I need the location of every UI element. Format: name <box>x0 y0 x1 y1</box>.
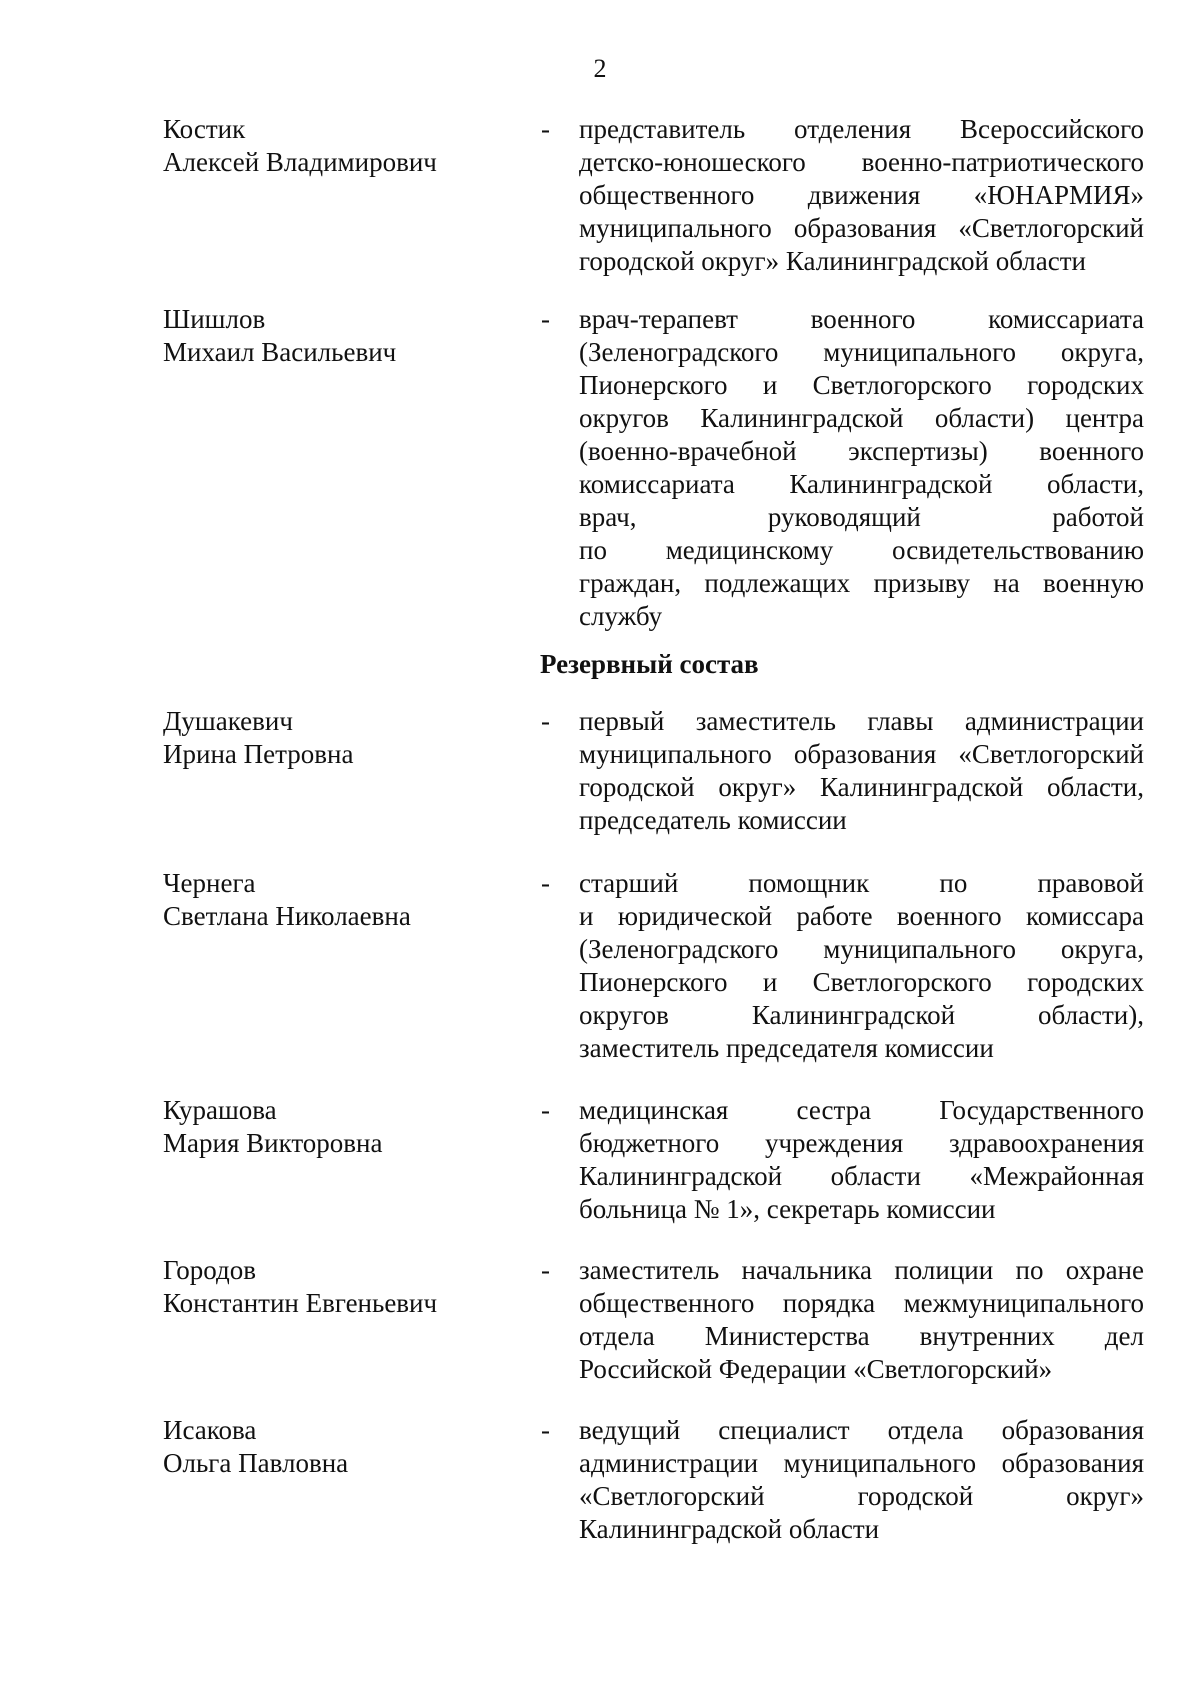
description-line: комиссариата Калининградской области, <box>579 469 1144 499</box>
description-line: медицинская сестра Государственного <box>579 1095 1144 1125</box>
member-description <box>579 1254 1144 1386</box>
dash-separator: - <box>541 1095 550 1125</box>
dash-separator: - <box>541 706 550 736</box>
description-line: Пионерского и Светлогорского городских <box>579 967 1144 997</box>
description-line: Калининградской области <box>579 1514 880 1544</box>
member-name <box>163 705 523 771</box>
description-line: представитель отделения Всероссийского <box>579 114 1144 144</box>
description-line: (Зеленоградского муниципального округа, <box>579 934 1144 964</box>
dash-separator: - <box>541 1415 550 1445</box>
member-description <box>579 1094 1144 1226</box>
description-line: Калининградской области «Межрайонная <box>579 1161 1144 1191</box>
member-given-names: Алексей Владимирович <box>163 147 437 177</box>
description-line: врач-терапевт военного комиссариата <box>579 304 1144 334</box>
member-given-names: Михаил Васильевич <box>163 337 397 367</box>
member-surname: Душакевич <box>163 706 293 736</box>
description-line: Пионерского и Светлогорского городских <box>579 370 1144 400</box>
description-line: граждан, подлежащих призыву на военную <box>579 568 1144 598</box>
description-line: первый заместитель главы администрации <box>579 706 1144 736</box>
member-name <box>163 113 523 179</box>
description-line: муниципального образования «Светлогорский <box>579 739 1144 769</box>
member-surname: Исакова <box>163 1415 257 1445</box>
member-given-names: Ольга Павловна <box>163 1448 349 1478</box>
member-surname: Костик <box>163 114 246 144</box>
member-name <box>163 1094 523 1160</box>
description-line: Российской Федерации «Светлогорский» <box>579 1354 1053 1384</box>
member-given-names: Константин Евгеньевич <box>163 1288 438 1318</box>
description-line: и юридической работе военного комиссара <box>579 901 1144 931</box>
member-name <box>163 303 523 369</box>
member-given-names: Мария Викторовна <box>163 1128 383 1158</box>
description-line: старший помощник по правовой <box>579 868 1144 898</box>
member-name <box>163 1414 523 1480</box>
member-description <box>579 113 1144 278</box>
description-line: общественного порядка межмуниципального <box>579 1288 1144 1318</box>
description-line: по медицинскому освидетельствованию <box>579 535 1144 565</box>
member-given-names: Светлана Николаевна <box>163 901 411 931</box>
member-surname: Курашова <box>163 1095 277 1125</box>
member-description <box>579 1414 1144 1546</box>
description-line: муниципального образования «Светлогорский <box>579 213 1144 243</box>
description-line: городской округ» Калининградской области <box>579 246 1087 276</box>
description-line: городской округ» Калининградской области, <box>579 772 1144 802</box>
member-surname: Чернега <box>163 868 256 898</box>
description-line: округов Калининградской области), <box>579 1000 1144 1030</box>
member-name <box>163 867 523 933</box>
member-description <box>579 705 1144 837</box>
member-description <box>579 303 1144 633</box>
dash-separator: - <box>541 1255 550 1285</box>
member-description <box>579 867 1144 1065</box>
description-line: отдела Министерства внутренних дел <box>579 1321 1144 1351</box>
description-line: больница № 1», секретарь комиссии <box>579 1194 996 1224</box>
description-line: заместитель председателя комиссии <box>579 1033 994 1063</box>
member-name <box>163 1254 523 1320</box>
description-line: председатель комиссии <box>579 805 847 835</box>
page-number: 2 <box>593 54 607 83</box>
member-surname: Городов <box>163 1255 256 1285</box>
dash-separator: - <box>541 114 550 144</box>
description-line: бюджетного учреждения здравоохранения <box>579 1128 1144 1158</box>
description-line: общественного движения «ЮНАРМИЯ» <box>579 180 1144 210</box>
description-line: врач, руководящий работой <box>579 502 1144 532</box>
description-line: (военно-врачебной экспертизы) военного <box>579 436 1144 466</box>
member-surname: Шишлов <box>163 304 266 334</box>
description-line: детско-юношеского военно-патриотического <box>579 147 1144 177</box>
dash-separator: - <box>541 304 550 334</box>
description-line: (Зеленоградского муниципального округа, <box>579 337 1144 367</box>
description-line: округов Калининградской области) центра <box>579 403 1144 433</box>
description-line: службу <box>579 601 663 631</box>
description-line: администрации муниципального образования <box>579 1448 1144 1478</box>
description-line: «Светлогорский городской округ» <box>579 1481 1144 1511</box>
member-given-names: Ирина Петровна <box>163 739 354 769</box>
description-line: заместитель начальника полиции по охране <box>579 1255 1144 1285</box>
description-line: ведущий специалист отдела образования <box>579 1415 1144 1445</box>
dash-separator: - <box>541 868 550 898</box>
reserve-heading: Резервный состав <box>540 649 759 679</box>
